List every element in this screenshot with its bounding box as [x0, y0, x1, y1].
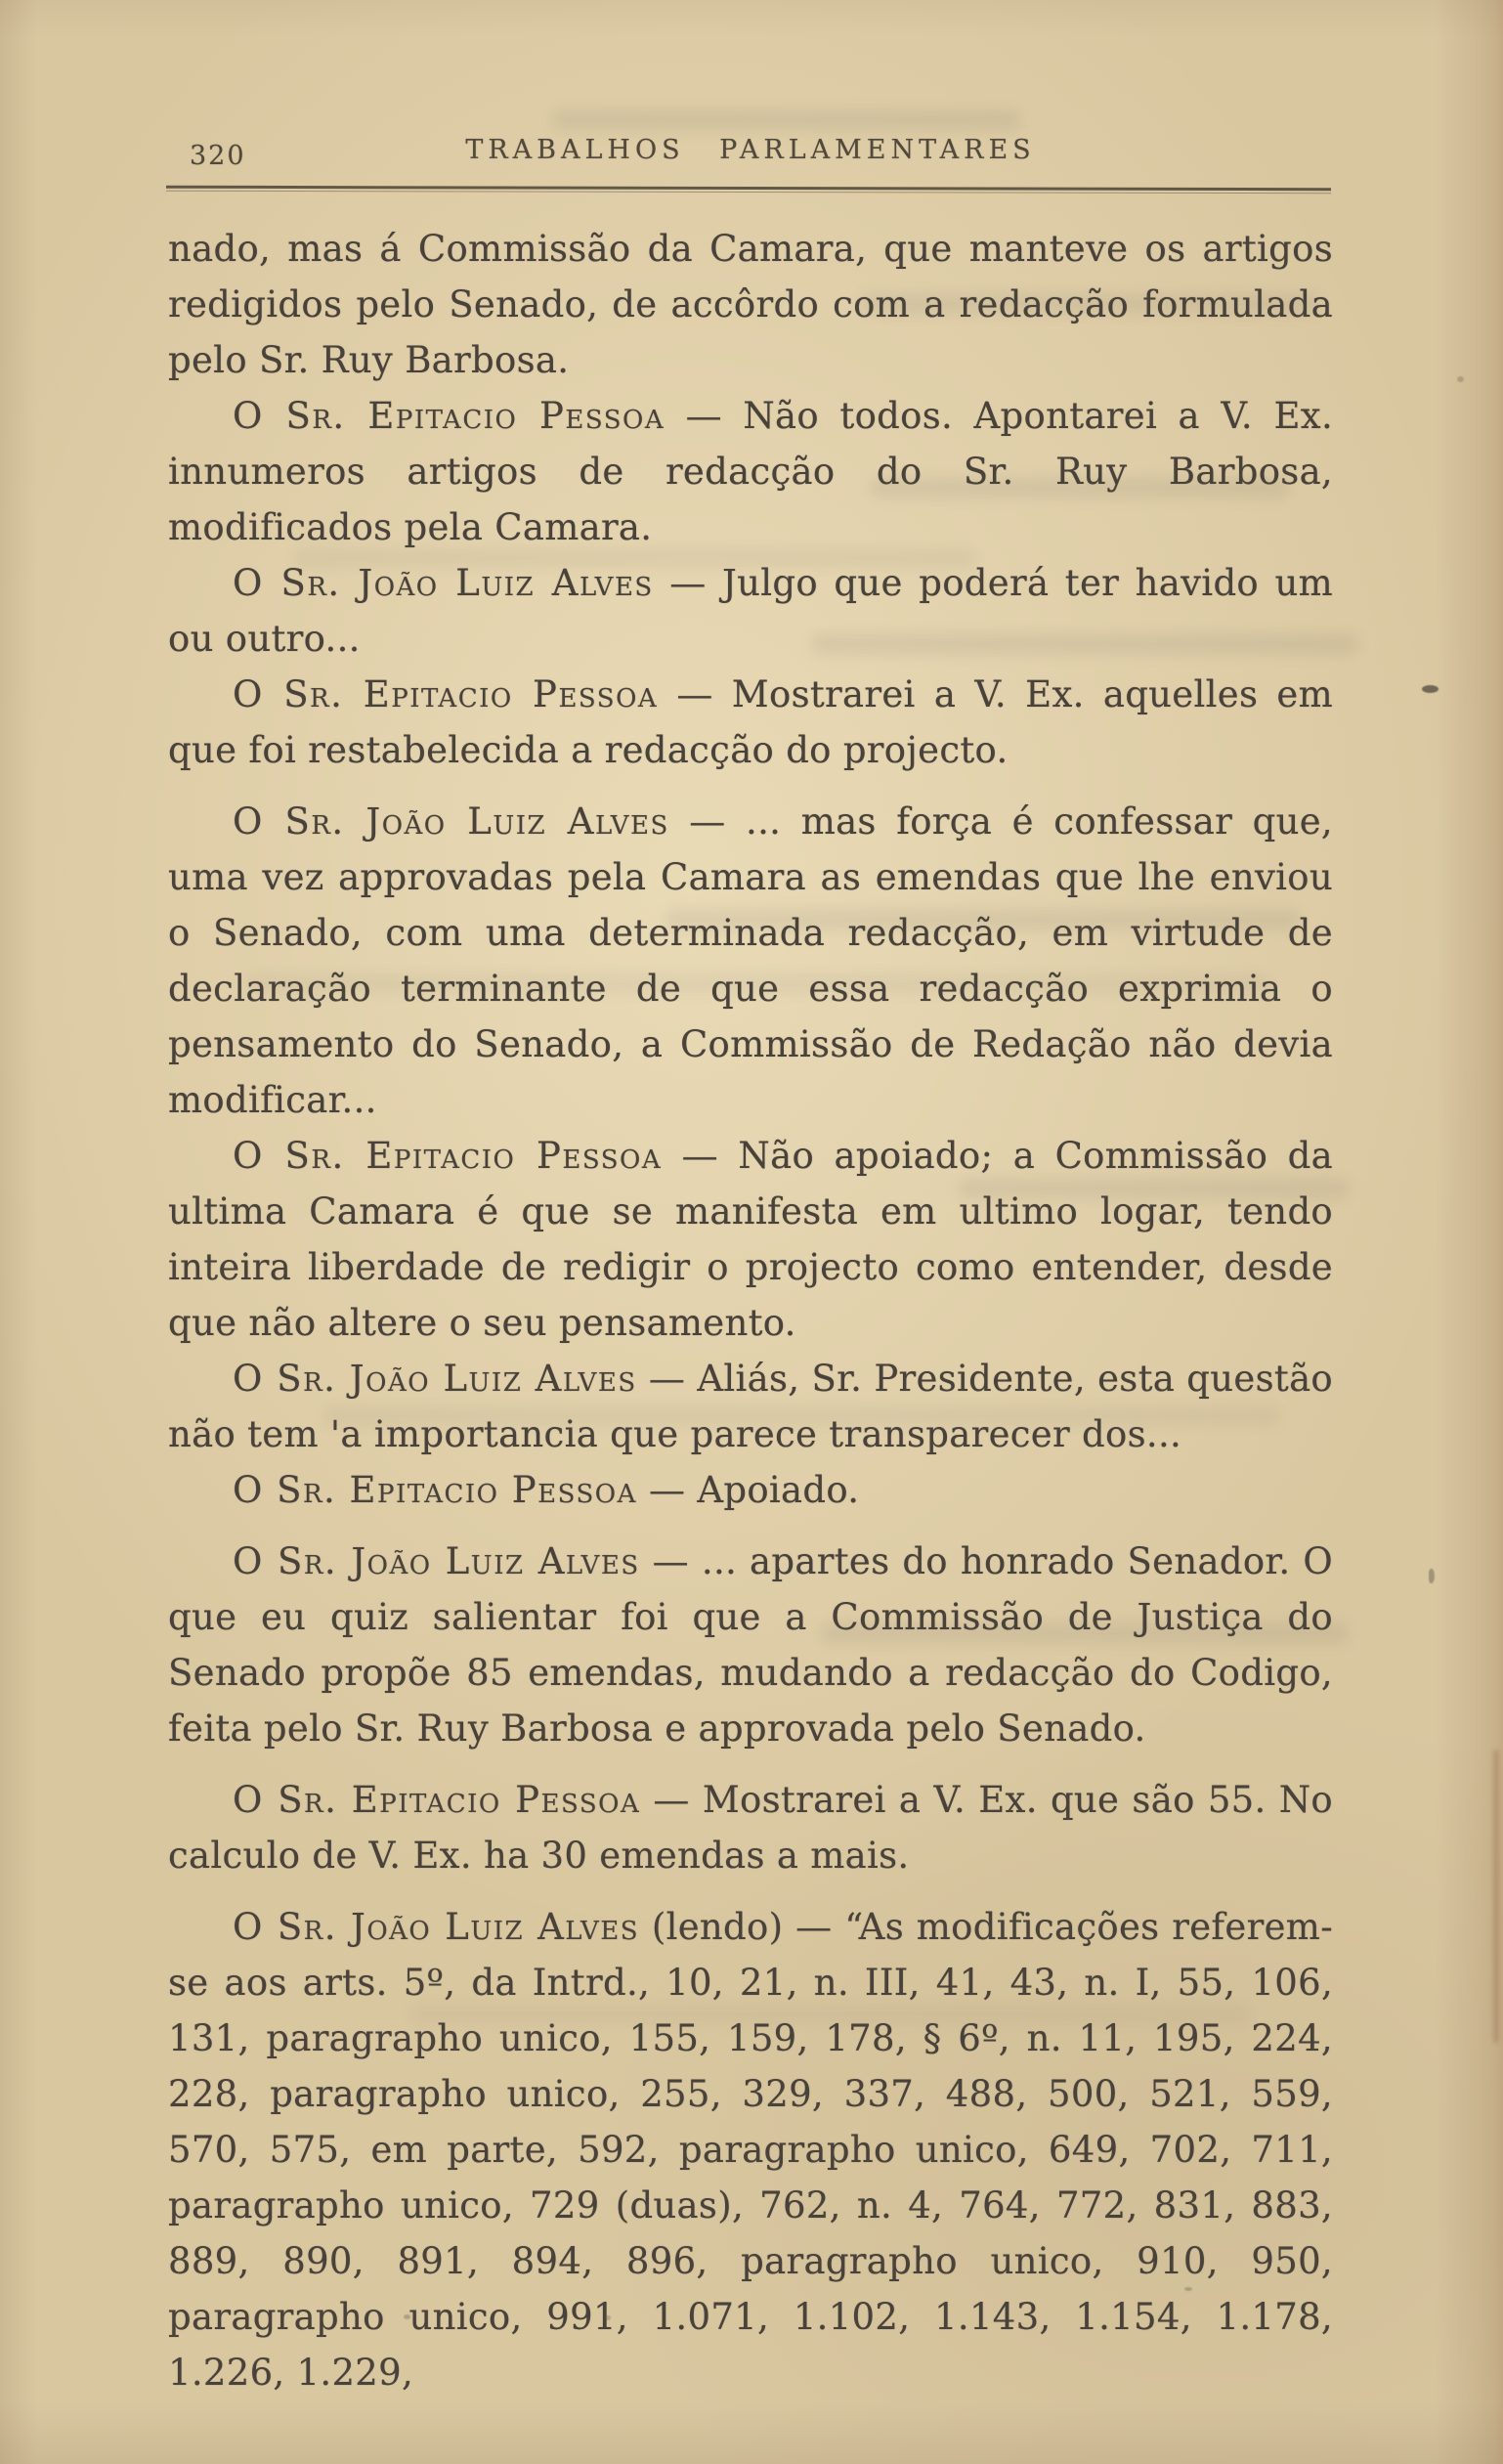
speaker-name: O Sr. João Luiz Alves	[233, 1906, 640, 1948]
page-edge-shadow	[1493, 1750, 1499, 2043]
header-rule	[166, 186, 1331, 194]
paragraph	[168, 667, 1333, 778]
speech-text: — Apoiado.	[636, 1469, 860, 1511]
speaker-name: O Sr. João Luiz Alves	[233, 562, 654, 604]
speaker-name: O Sr. João Luiz Alves	[233, 1540, 640, 1582]
show-through-smudge	[552, 109, 1021, 131]
speech-text: — Julgo que poderá ter havido um ou outro...	[168, 562, 1333, 660]
speech-text: — ... apartes do honrado Senador. O que eu quiz salientar foi que a Commissão de Justiça do Senado propõe 85 emendas, mudando a redacção do Codigo, feita pelo Sr. Ruy Barbosa e approvada pelo Senado.	[168, 1540, 1333, 1750]
scan-speck	[1184, 2287, 1192, 2291]
running-title: TRABALHOS PARLAMENTARES	[465, 135, 1036, 165]
paragraph	[168, 388, 1333, 555]
page-header	[168, 135, 1333, 178]
speaker-name: O Sr. Epitacio Pessoa	[233, 673, 659, 715]
speech-text: — Não todos. Apontarei a V. Ex. innumeros artigos de redacção do Sr. Ruy Barbosa, modificados pela Camara.	[168, 395, 1334, 548]
paragraph	[168, 221, 1333, 388]
speech-text: nado, mas á Commissão da Camara, que manteve os artigos redigidos pelo Senado, de accôrdo com a redacção formulada pelo Sr. Ruy Barbosa.	[168, 228, 1333, 381]
paragraph	[168, 1351, 1333, 1462]
speech-text: (lendo) — “As modificações referem-se aos arts. 5º, da Intrd., 10, 21, n. III, 41, 43, n. I, 55, 106, 131, paragrapho unico, 155, 159, 178, § 6º, n. 11, 195, 224, 228, paragrapho unico, 255, 329, 337, 488, 500, 521, 559, 570, 575, em parte, 592, paragrapho unico, 649, 702, 711, paragrapho unico, 729 (duas), 762, n. 4, 764, 772, 831, 883, 889, 890, 891, 894, 896, paragrapho unico, 910, 950, paragrapho unico, 991, 1.071, 1.102, 1.143, 1.154, 1.178, 1.226, 1.229,	[168, 1906, 1333, 2394]
speaker-name: O Sr. Epitacio Pessoa	[233, 1135, 663, 1177]
paragraph	[168, 555, 1333, 667]
paragraph	[168, 1462, 1333, 1518]
speech-text: — Aliás, Sr. Presidente, esta questão não tem 'a importancia que parece transparecer dos...	[168, 1358, 1334, 1455]
scan-speck	[605, 2315, 611, 2320]
paragraph	[168, 1772, 1333, 1883]
page-body	[168, 221, 1333, 2400]
speech-text: — Mostrarei a V. Ex. aquelles em que foi restabelecida a redacção do projecto.	[168, 673, 1333, 771]
paragraph	[168, 794, 1333, 1128]
speaker-name: O Sr. Epitacio Pessoa	[233, 395, 666, 437]
scan-speck	[404, 2314, 410, 2319]
speaker-name: O Sr. Epitacio Pessoa	[233, 1779, 641, 1821]
page-number: 320	[190, 141, 246, 171]
paragraph	[168, 1534, 1333, 1756]
speaker-name: O Sr. Epitacio Pessoa	[233, 1469, 637, 1511]
speech-text: — ... mas força é confessar que, uma vez approvadas pela Camara as emendas que lhe enviou o Senado, com uma determinada redacção, em virtude de declaração terminante de que essa redacção exprimia o pensamento do Senado, a Commissão de Redação não devia modificar...	[168, 800, 1333, 1121]
paragraph	[168, 1899, 1333, 2400]
scan-speck	[1457, 376, 1464, 382]
speaker-name: O Sr. João Luiz Alves	[233, 800, 669, 843]
paragraph	[168, 1128, 1333, 1351]
speech-text: — Não apoiado; a Commissão da ultima Camara é que se manifesta em ultimo logar, tendo inteira liberdade de redigir o projecto como entender, desde que não altere o seu pensamento.	[168, 1135, 1333, 1344]
speaker-name: O Sr. João Luiz Alves	[233, 1358, 637, 1400]
scan-speck	[1429, 1569, 1435, 1583]
scan-speck	[1422, 685, 1439, 693]
speech-text: — Mostrarei a V. Ex. que são 55. No calculo de V. Ex. ha 30 emendas a mais.	[168, 1779, 1333, 1877]
